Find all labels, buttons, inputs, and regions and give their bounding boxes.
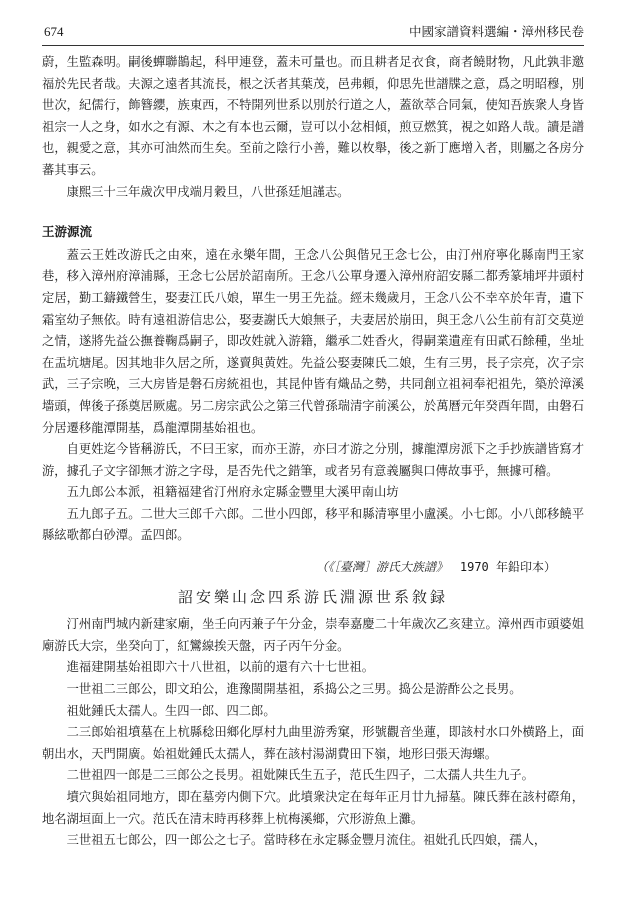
paragraph: 五九郎公本派，祖籍福建省汀州府永定縣金豐里大溪甲南山坊	[66, 485, 399, 500]
paragraph: 汀州南門城内新建家廟，坐壬向丙兼子午分金，崇奉嘉慶二十年歲次乙亥建立。漳州西市頭婆姐廟游氏大宗，坐癸向丁，紅鸞線挨天盤，丙子丙午分金。	[42, 617, 584, 653]
book-title: 中國家譜資料選編・漳州移民卷	[408, 24, 584, 39]
page-number: 674	[44, 24, 64, 39]
source-citation	[42, 557, 556, 579]
section-title: 詔安樂山念四系游氏淵源世系敘録	[177, 587, 448, 606]
paragraph: 墳穴與始祖同地方，即在墓旁内側下穴。此墳衆決定在每年正月廿九掃墓。陳氏葬在該村磜角，地名湖垣面上一穴。范氏在清末時再移葬上杭梅溪鄉，穴形游魚上灘。	[42, 790, 584, 826]
document-body	[42, 52, 584, 852]
paragraph: 一世祖二三郎公，即文珀公，進豫閩開基祖，系捣公之三男。捣公是游酢公之長男。	[66, 682, 522, 697]
paragraph: 祖妣鍾氏太孺人。生四一郎、四二郎。	[66, 703, 276, 718]
source-year: 1970 年鉛印本）	[459, 560, 556, 575]
running-header	[42, 22, 584, 46]
paragraph: 自更姓迄今皆稱游氏，不曰王家，而亦王游，亦曰才游之分別，據龍潭房派下之手抄族譜皆寫才游，據孔子文字卻無才游之字母，是否先代之錯筆，或者另有意義屬與口傳故事乎，無據可稽。	[42, 442, 584, 478]
paragraph: 二三郎始祖墳墓在上杭縣稔田鄉化厚村九曲里游秀窠，形號觀音坐蓮，即該村水口外横路上，面朝出水，天門開廣。始祖妣鍾氏太孺人，葬在該村湯湖費田下嶺，地形曰張天海螺。	[42, 725, 584, 761]
paragraph: 蔚，生監森明。嗣後蟬聯鵲起，科甲連登，蓋未可量也。而且耕者足衣食，商者饒財物，凡此孰非邀福於先民者哉。夫源之遠者其流長，根之沃者其葉茂，邑弗頼，仰思先世譜牒之意，爲之明昭穆，別世次，紀儒行，飾簪纓，族東西，不特開列世系以別於行道之人，蓋欲萃合同氣，使知吾族衆人身皆祖宗一人之身，如水之有源、木之有本也云爾，豈可以小忿相傾，煎豆燃箕，視之如路人哉。讀是譜也，親愛之意，其亦可油然而生矣。至前之陰行小善，難以枚舉，後之新丁應增入者，則屬之各房分蕃其事云。	[42, 55, 584, 177]
paragraph: 康熙三十三年歲次甲戌端月穀旦，八世孫廷旭謹志。	[66, 184, 350, 199]
paragraph: 蓋云王姓改游氏之由來，遠在永樂年間，王念八公與偕兄王念七公，由汀州府寧化縣南門王家巷，移入漳州府漳浦縣，王念七公居於詔南所。王念八公單身遷入漳州府詔安縣二都秀篆埔坪井頭村定居，勤工鑄鐵營生，娶妻江氏八娘，單生一男王先益。經未幾歲月，王念八公不幸卒於年青，遺下霜室幼子無依。時有遠祖游信忠公，娶妻謝氏大娘無子，夫妻居於崩田，與王念八公生前有訂交莫逆之情，遂將先益公撫養鞠爲嗣子，即改姓就入游籍，繼承二姓香火，得嗣業遺産有田貳石餘種，坐址在盂坑塘尾。因其地非久居之所，遂賣與黄姓。先益公娶妻陳氏二娘，生有三男，長子宗亮，次子宗武，三子宗晚，三大房皆是磐石房統祖也，其昆仲皆有熾品之勢，共同創立祖祠奉祀祖先，築於漳溪墻頭，俾後子孫奠居厥處。另二房宗武公之第三代曾孫瑞清字前溪公，於萬曆元年癸酉年間，由磐石分居遷移龍潭開基，爲龍潭開基始祖也。	[42, 247, 584, 435]
paragraph: 進福建開基始祖即六十八世祖，以前的還有六十七世祖。	[66, 660, 375, 675]
section-heading: 王游源流	[42, 224, 93, 240]
paragraph: 三世祖五七郎公，四一郎公之七子。當時移在永定縣金豐月流住。祖妣孔氏四娘，孺人，	[66, 833, 547, 848]
paragraph: 二世祖四一郎是二三郎公之長男。祖妣陳氏生五子，范氏生四子，二太孺人共生九子。	[66, 768, 534, 783]
paragraph: 五九郎子五。二世大三郎千六郎。二世小四郎，移平和縣清寧里小盧溪。小七郎。小八郎移饒平縣絃歌都白砂潭。孟四郎。	[42, 506, 584, 543]
source-title: （《［臺灣］游氏大族譜》	[315, 560, 448, 575]
